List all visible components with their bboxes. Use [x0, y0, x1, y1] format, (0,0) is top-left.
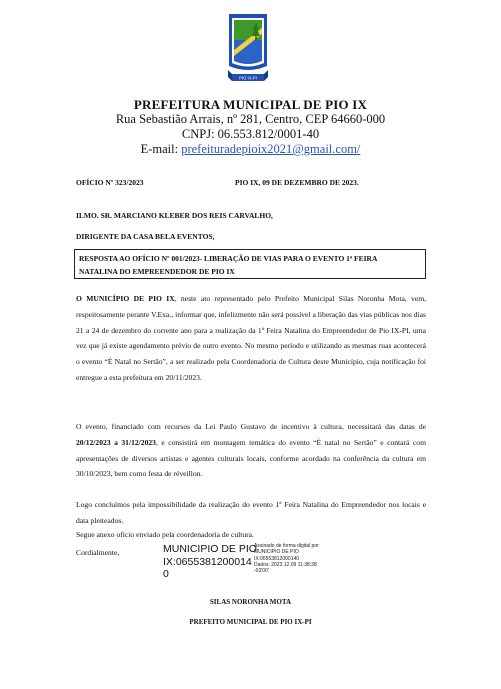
cnpj-line: CNPJ: 06.553.812/0001-40	[181, 127, 320, 141]
email-line	[0, 142, 501, 157]
paragraph-4: Segue anexo ofício enviado pela coordenadoria de cultura.	[76, 530, 254, 539]
signer-title: PREFEITO MUNICIPAL DE PIO IX-PI	[189, 618, 312, 626]
signature-meta-line-1: Assinado de forma digital por	[254, 543, 319, 549]
digital-signature-meta	[254, 543, 319, 574]
paragraph-3-text: Logo concluímos pela impossibilidade da realização do evento 1ª Feira Natalina do Empreendedor nos locais e data pleiteados.	[76, 500, 426, 525]
document-date: PIO IX, 09 DE DEZEMBRO DE 2023.	[235, 178, 359, 187]
paragraph-2-text-a: O evento, financiado com recursos da Lei Paulo Gustavo de incentivo à cultura, necessitará das datas de	[76, 422, 426, 431]
recipient-name: ILMO. SR. MARCIANO KLEBER DOS REIS CARVALHO,	[76, 211, 273, 220]
signature-name-line-3: 0	[163, 568, 169, 580]
paragraph-3	[76, 497, 426, 529]
recipient-role: DIRIGENTE DA CASA BELA EVENTOS,	[76, 232, 215, 241]
email-link[interactable]: prefeituradepioix2021@gmail.com/	[181, 142, 361, 156]
address-line: Rua Sebastião Arrais, nº 281, Centro, CEP 64660-000	[115, 112, 386, 126]
signature-name-line-2: IX:0655381200014	[163, 555, 252, 568]
paragraph-1-bold: O MUNICÍPIO DE PIO IX	[76, 294, 175, 303]
oficio-number: OFÍCIO Nº 323/2023	[76, 178, 144, 187]
email-label: E-mail:	[140, 142, 182, 156]
signature-meta-line-3: IX:06553812000140	[254, 555, 300, 562]
signature-name-line-1: MUNICIPIO DE PIO	[163, 543, 257, 555]
paragraph-2-text-b: , e consistirá em montagem temática do evento “É natal no Sertão” e contará com apresentações de diversos artistas e agentes culturais locais, conforme acordado na conferência da cultura em 30/10/2023, bem como festa de réveillon.	[76, 437, 426, 479]
signer-name: SILAS NORONHA MOTA	[209, 598, 292, 606]
paragraph-2-dates: 20/12/2023 a 31/12/2023	[76, 437, 156, 447]
subject-box	[74, 249, 426, 279]
signature-meta-line-5: -03'00'	[254, 568, 269, 575]
paragraph-1-text: , neste ato representado pelo Prefeito Municipal Silas Noronha Mota, vem, respeitosamente perante V.Exa., informar que, infelizmente não será possível a liberação das vias públicas nos dias 21 a 24 de dezembro do corrente ano para a realização da 1ª Feira Natalina do Empreendedor de Pio IX-PI, uma vez que já existe agendamento prévio de outro evento. No mesmo período e utilizando as mesmas ruas acontecerá o evento “É Natal no Sertão”, a ser realizado pela Coordenadoria de Cultura deste Município, cuja notificação foi entregue a esta prefeitura em 20/11/2023.	[76, 294, 426, 382]
closing: Cordialmente,	[76, 548, 120, 557]
digital-signature-name	[163, 543, 257, 581]
municipal-crest-icon	[226, 10, 270, 96]
crest-banner-text: PIO IX-PI	[239, 75, 257, 81]
subject-line-1: RESPOSTA AO OFÍCIO Nº 001/2023- LIBERAÇÃO DE VIAS PARA O EVENTO 1ª FEIRA	[79, 254, 378, 263]
page-title: PREFEITURA MUNICIPAL DE PIO IX	[133, 97, 368, 112]
paragraph-1	[76, 291, 426, 386]
signature-meta-line-4: Dados: 2023.12.09 11:38:38	[254, 561, 317, 568]
paragraph-2	[76, 419, 426, 482]
signature-meta-line-2: MUNICIPIO DE PIO	[254, 549, 299, 556]
subject-line-2: NATALINA DO EMPREENDEDOR DE PIO IX	[79, 267, 235, 276]
